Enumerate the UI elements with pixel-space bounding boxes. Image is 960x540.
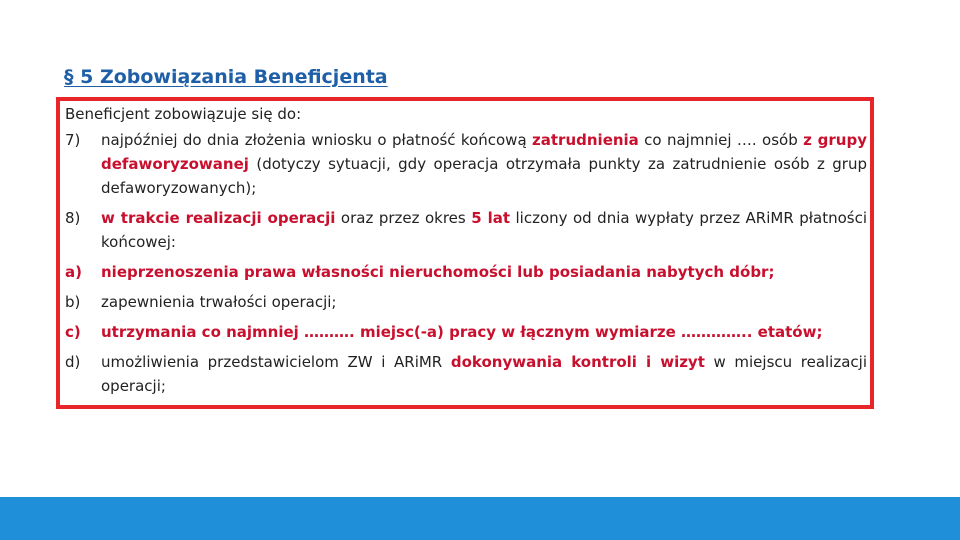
list-item-text: zapewnienia trwałości operacji; bbox=[101, 293, 337, 311]
text-segment: oraz przez okres bbox=[335, 209, 472, 227]
list-item-a bbox=[65, 260, 867, 284]
highlight-segment: dokonywania kontroli i wizyt bbox=[450, 353, 705, 371]
list-item-8 bbox=[65, 206, 867, 254]
text-segment: w miejscu realizacji operacji; bbox=[101, 353, 867, 395]
highlight-segment: z grupy defaworyzowanej bbox=[101, 131, 867, 173]
list-item-d bbox=[65, 350, 867, 398]
obligations-text bbox=[65, 102, 867, 404]
text-segment: (dotyczy sytuacji, gdy operacja otrzymała punkty za zatrudnienie osób z grup defaworyzowanych); bbox=[101, 155, 867, 197]
list-item-text bbox=[101, 350, 867, 398]
list-marker: 7) bbox=[65, 131, 81, 149]
list-marker: b) bbox=[65, 293, 81, 311]
slide-title: § 5 Zobowiązania Beneficjenta bbox=[64, 66, 388, 88]
text-segment: umożliwienia przedstawicielom ZW i ARiMR bbox=[101, 353, 451, 371]
intro-text: Beneficjent zobowiązuje się do: bbox=[65, 105, 302, 123]
highlight-segment: zatrudnienia bbox=[532, 131, 639, 149]
footer-bar bbox=[0, 497, 960, 540]
list-marker: 8) bbox=[65, 209, 81, 227]
list-item-text bbox=[101, 206, 867, 254]
list-marker: a) bbox=[65, 263, 82, 281]
list-marker: c) bbox=[65, 323, 81, 341]
list-marker: d) bbox=[65, 353, 81, 371]
text-segment: liczony od dnia wypłaty przez ARiMR płatności końcowej: bbox=[101, 209, 868, 251]
highlight-segment: w trakcie realizacji operacji bbox=[101, 209, 336, 227]
text-segment: co najmniej …. osób bbox=[638, 131, 804, 149]
list-item-7 bbox=[65, 128, 867, 200]
list-item-text: utrzymania co najmniej ………. miejsc(-a) pracy w łącznym wymiarze ………….. etatów; bbox=[101, 323, 823, 341]
list-item-c bbox=[65, 320, 867, 344]
highlight-segment: 5 lat bbox=[471, 209, 511, 227]
text-segment: najpóźniej do dnia złożenia wniosku o płatność końcową bbox=[101, 131, 533, 149]
list-item-b bbox=[65, 290, 867, 314]
list-item-text: nieprzenoszenia prawa własności nieruchomości lub posiadania nabytych dóbr; bbox=[101, 263, 775, 281]
list-item-text bbox=[101, 128, 867, 200]
